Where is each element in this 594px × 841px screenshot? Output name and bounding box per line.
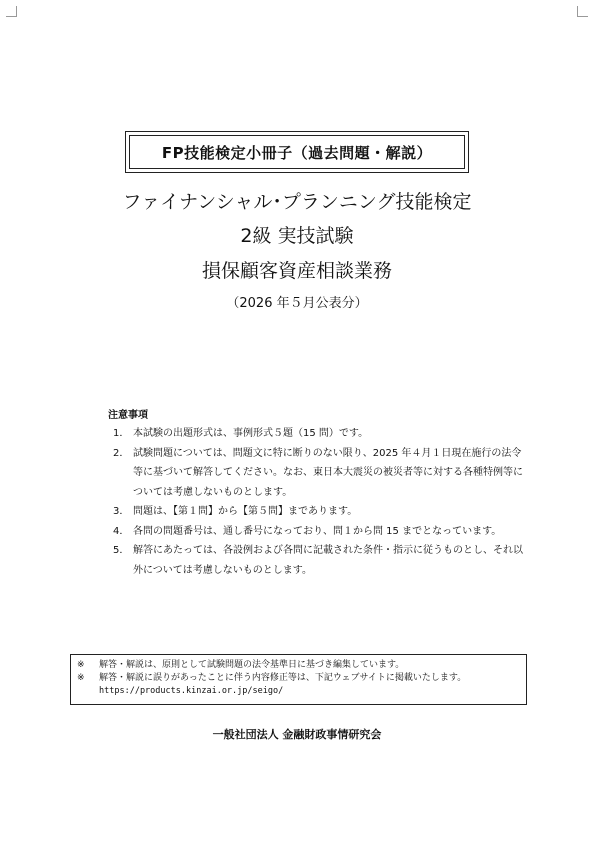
series-title: FP技能検定小冊子（過去問題・解説） bbox=[129, 135, 465, 169]
correction-url[interactable]: https://products.kinzai.or.jp/seigo/ bbox=[99, 686, 284, 696]
note-number: 5． bbox=[113, 545, 130, 556]
notes-heading: 注意事項 bbox=[108, 410, 148, 421]
asterisk-mark: ※ bbox=[77, 673, 85, 683]
note-text: 本試験の出題形式は、事例形式５題（15 問）です。 bbox=[133, 428, 369, 439]
exam-title-line-2: 2級 実技試験 bbox=[240, 225, 354, 247]
asterisk-mark: ※ bbox=[77, 660, 85, 670]
note-text: 問題は、【第１問】から【第５問】まであります。 bbox=[133, 506, 358, 517]
note-number: 1． bbox=[113, 428, 130, 439]
note-text: 解答にあたっては、各設例および各問に記載された条件・指示に従うものとし、それ以外については考慮しないものとします。 bbox=[133, 545, 523, 576]
note-text: 試験問題については、問題文に特に断りのない限り、2025 年４月１日現在施行の法令等に基づいて解答してください。なお、東日本大震災の被災者等に対する各種特例等については考慮しないものとします。 bbox=[133, 447, 523, 498]
note-item bbox=[113, 424, 533, 444]
note-item bbox=[113, 522, 533, 542]
crop-mark-top-left bbox=[6, 6, 17, 17]
footnote-box bbox=[70, 654, 527, 705]
note-number: 4． bbox=[113, 525, 130, 537]
notes-list bbox=[113, 424, 533, 580]
note-item bbox=[113, 502, 533, 522]
note-item bbox=[113, 444, 533, 503]
series-title-box bbox=[125, 131, 469, 173]
note-text: 各問の問題番号は、通し番号になっており、問１から問 15 までとなっています。 bbox=[133, 525, 502, 537]
footnote-text: 解答・解説は、原則として試験問題の法令基準日に基づき編集しています。 bbox=[99, 660, 405, 670]
exam-title-line-1: ファイナンシャル･プランニング技能検定 bbox=[122, 191, 472, 213]
footnote-row bbox=[77, 659, 526, 672]
footnote-row bbox=[77, 672, 526, 685]
organization-name: 一般社団法人 金融財政事情研究会 bbox=[212, 728, 382, 741]
exam-title-line-3: 損保顧客資産相談業務 bbox=[201, 260, 392, 282]
crop-mark-top-right bbox=[577, 6, 588, 17]
note-item bbox=[113, 541, 533, 580]
note-number: 2． bbox=[113, 447, 130, 459]
publication-date: （2026 年５月公表分） bbox=[226, 296, 368, 311]
note-number: 3． bbox=[113, 506, 130, 517]
footnote-text: 解答・解説に誤りがあったことに伴う内容修正等は、下記ウェブサイトに掲載いたします。 bbox=[99, 673, 467, 683]
